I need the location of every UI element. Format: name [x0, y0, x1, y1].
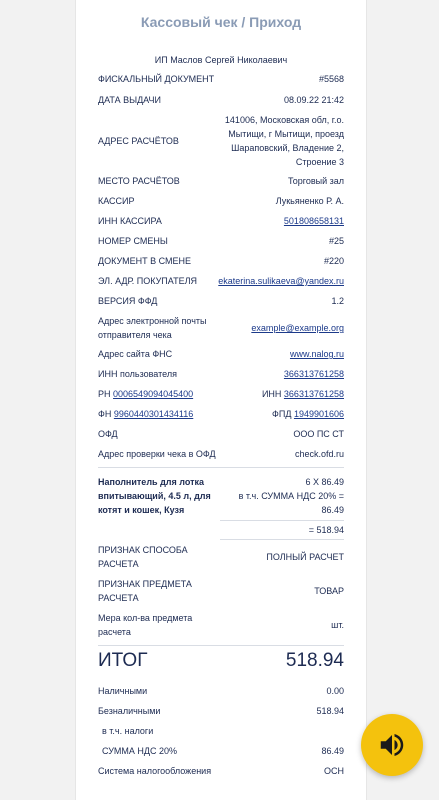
address-line: Строение 3 — [295, 157, 344, 167]
payment-sign-row — [98, 543, 344, 571]
check-addr-label: Адрес проверки чека в ОФД — [98, 449, 216, 459]
user-inn-label: ИНН пользователя — [98, 369, 177, 379]
item-vat-line: в т.ч. СУММА НДС 20% = — [238, 491, 344, 501]
subject-sign-label-line: ПРИЗНАК ПРЕДМЕТА — [98, 579, 192, 589]
measure-label-line: расчета — [98, 627, 131, 637]
item-vat-line: 86.49 — [321, 505, 344, 515]
place-value: Торговый зал — [287, 176, 344, 186]
fn-label: ФН — [98, 409, 112, 419]
fiscal-doc-value: #5568 — [318, 74, 344, 84]
receipt-title: Кассовый чек / Приход — [140, 14, 302, 30]
fns-site-label: Адрес сайта ФНС — [98, 349, 173, 359]
audio-play-button[interactable] — [361, 714, 423, 776]
payment-sign-label-line: РАСЧЕТА — [98, 559, 139, 569]
fn-link[interactable]: 9960440301434116 — [113, 409, 194, 419]
item-qty-price: 6 X 86.49 — [305, 477, 344, 487]
cashless-label: Безналичными — [98, 706, 161, 716]
divider — [98, 467, 344, 468]
rn-inn-label: ИНН — [261, 389, 282, 399]
item-sum: = 518.94 — [308, 525, 344, 535]
rn-label: РН — [98, 389, 111, 399]
total-row — [98, 650, 344, 680]
measure-label — [98, 611, 192, 639]
cashier-value: Лукьяненко Р. А. — [275, 196, 344, 206]
rn-inn-link[interactable]: 366313761258 — [283, 389, 344, 399]
address-line: Мытищи, г Мытищи, проезд — [228, 129, 344, 139]
speaker-icon — [377, 730, 407, 760]
issue-date-label: ДАТА ВЫДАЧИ — [98, 95, 161, 105]
vat-value: 86.49 — [321, 746, 344, 756]
shift-value: #25 — [328, 236, 344, 246]
subject-sign-row — [98, 577, 344, 605]
vat-label: СУММА НДС 20% — [102, 746, 178, 756]
buyer-email-link[interactable]: ekaterina.sulikaeva@yandex.ru — [218, 276, 344, 286]
item-name-line: котят и кошек, Кузя — [98, 505, 185, 515]
sender-email-label — [98, 314, 207, 342]
ffd-version-label: ВЕРСИЯ ФФД — [98, 296, 158, 306]
tax-system-label: Система налогообложения — [98, 766, 212, 776]
fn-field — [98, 407, 193, 421]
subject-sign-label — [98, 577, 192, 605]
sender-email-link[interactable]: example@example.org — [251, 323, 344, 333]
fiscal-doc-label: ФИСКАЛЬНЫЙ ДОКУМЕНТ — [98, 74, 215, 84]
address-value — [225, 113, 344, 169]
buyer-email-label: ЭЛ. АДР. ПОКУПАТЕЛЯ — [98, 276, 197, 286]
sender-email-label-line: отправителя чека — [98, 330, 172, 340]
rn-field — [98, 387, 193, 401]
divider — [220, 520, 344, 521]
divider — [98, 645, 344, 646]
cashier-inn-link[interactable]: 501808658131 — [283, 216, 344, 226]
payment-sign-label — [98, 543, 188, 571]
rn-link[interactable]: 0006549094045400 — [113, 389, 194, 399]
total-label: ИТОГ — [98, 650, 148, 671]
sender-email-label-line: Адрес электронной почты — [98, 316, 207, 326]
ofd-value: ООО ПС СТ — [293, 429, 344, 439]
doc-in-shift-value: #220 — [323, 256, 344, 266]
address-line: Шараповский, Владение 2, — [231, 143, 344, 153]
incl-taxes-label: в т.ч. налоги — [102, 726, 154, 736]
measure-label-line: Мера кол-ва предмета — [98, 613, 193, 623]
fpd-field — [272, 407, 344, 421]
ffd-version-value: 1.2 — [331, 296, 344, 306]
payment-sign-label-line: ПРИЗНАК СПОСОБА — [98, 545, 188, 555]
item-row — [98, 475, 344, 519]
tax-system-value: ОСН — [324, 766, 344, 776]
company-name: ИП Маслов Сергей Николаевич — [154, 55, 288, 65]
receipt-paper — [76, 0, 366, 800]
subject-sign-label-line: РАСЧЕТА — [98, 593, 139, 603]
place-label: МЕСТО РАСЧЁТОВ — [98, 176, 180, 186]
cash-label: Наличными — [98, 686, 148, 696]
check-addr-value: check.ofd.ru — [294, 449, 344, 459]
cash-value: 0.00 — [326, 686, 344, 696]
user-inn-link[interactable]: 366313761258 — [283, 369, 344, 379]
cashier-label: КАССИР — [98, 196, 135, 206]
sender-email-row — [98, 314, 344, 342]
fpd-link[interactable]: 1949901606 — [293, 409, 344, 419]
payment-sign-value: ПОЛНЫЙ РАСЧЕТ — [266, 552, 344, 562]
item-name-line: Наполнитель для лотка — [98, 477, 205, 487]
shift-label: НОМЕР СМЕНЫ — [98, 236, 168, 246]
ofd-label: ОФД — [98, 429, 118, 439]
item-price — [239, 475, 344, 517]
item-name-line: впитывающий, 4.5 л, для — [98, 491, 211, 501]
doc-in-shift-label: ДОКУМЕНТ В СМЕНЕ — [98, 256, 192, 266]
cashless-value: 518.94 — [316, 706, 344, 716]
total-value: 518.94 — [285, 650, 344, 671]
fpd-label: ФПД — [272, 409, 292, 419]
rn-inn-field — [262, 387, 344, 401]
divider — [220, 539, 344, 540]
item-name — [98, 475, 211, 517]
address-line: 141006, Московская обл, г.о. — [224, 115, 344, 125]
measure-value: шт. — [331, 620, 344, 630]
fns-site-link[interactable]: www.nalog.ru — [289, 349, 344, 359]
address-row — [98, 113, 344, 169]
cashier-inn-label: ИНН КАССИРА — [98, 216, 162, 226]
issue-date-value: 08.09.22 21:42 — [283, 95, 344, 105]
measure-row — [98, 611, 344, 639]
subject-sign-value: ТОВАР — [314, 586, 344, 596]
address-label: АДРЕС РАСЧЁТОВ — [98, 136, 179, 146]
